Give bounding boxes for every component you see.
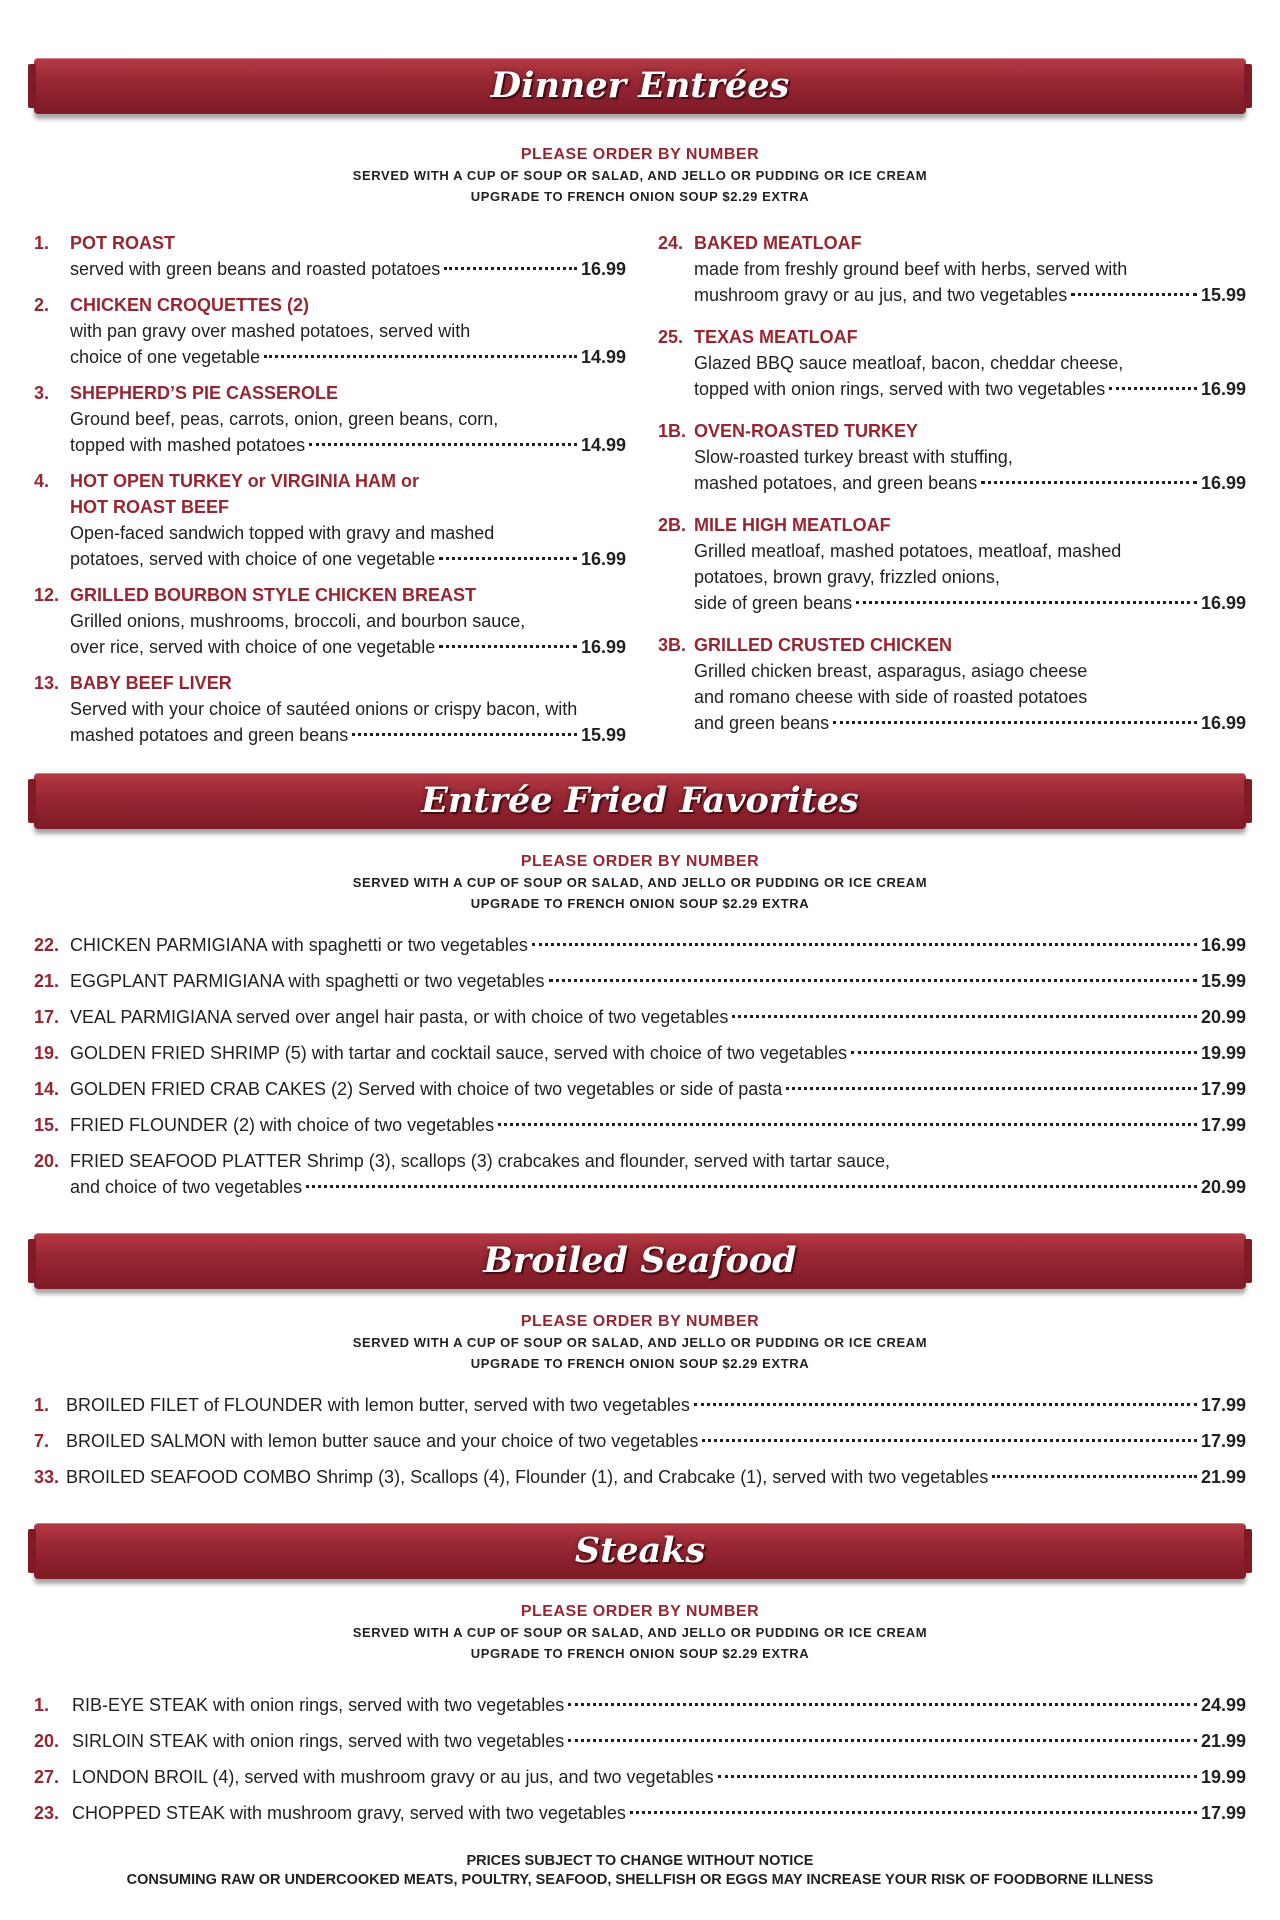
item-number: 7. — [34, 1431, 50, 1451]
item-description: ) Served with choice of two vegetables or side of pasta — [347, 1079, 783, 1099]
item-description: Served with your choice of sautéed onions or crispy bacon, with — [70, 699, 578, 719]
item-description: potatoes, served with choice of one vegetable — [70, 549, 436, 569]
item-name: GOLDEN FRIED CRAB CAKES (2 — [70, 1079, 348, 1099]
item-number: 23. — [34, 1803, 60, 1823]
item-price-row — [70, 256, 626, 282]
upgrade-note: UPGRADE TO FRENCH ONION SOUP $2.29 EXTRA — [470, 896, 810, 911]
item-price: 17.99 — [1200, 1395, 1246, 1415]
section-title-dinner: Dinner Entrées — [490, 65, 790, 106]
item-description: with mushroom gravy, served with two vegetables — [225, 1803, 626, 1823]
dot-leader — [833, 721, 1197, 724]
item-price: 16.99 — [580, 637, 626, 657]
item-name: BABY BEEF LIVER — [70, 673, 232, 693]
item-description: served with green beans and roasted potatoes — [70, 259, 441, 279]
item-name: LONDON BROIL (4) — [72, 1767, 235, 1787]
dot-leader — [352, 733, 577, 736]
item-price: 16.99 — [1200, 379, 1246, 399]
dot-leader — [568, 1703, 1197, 1706]
item-price-row — [694, 282, 1246, 308]
served-with-note: SERVED WITH A CUP OF SOUP OR SALAD, AND JELLO OR PUDDING OR ICE CREAM — [352, 875, 928, 890]
item-price-row — [72, 1800, 1246, 1826]
item-price: 15.99 — [580, 725, 626, 745]
item-body — [694, 230, 1246, 308]
item-text — [70, 1112, 494, 1138]
item-name: CHICKEN PARMIGIANA — [70, 935, 267, 955]
order-by-number-note: PLEASE ORDER BY NUMBER — [520, 1313, 760, 1330]
item-name: BAKED MEATLOAF — [694, 233, 862, 253]
item-price-row — [70, 1076, 1246, 1102]
item-price: 16.99 — [1200, 713, 1246, 733]
item-price-row — [70, 968, 1246, 994]
dot-leader — [630, 1811, 1197, 1814]
dot-leader — [856, 601, 1197, 604]
item-name: OVEN-ROASTED TURKEY — [694, 421, 919, 441]
item-text — [66, 1392, 690, 1418]
dot-leader — [306, 1185, 1197, 1188]
dot-leader — [444, 267, 577, 270]
item-number: 12. — [34, 585, 60, 605]
item-price: 16.99 — [580, 259, 626, 279]
item-number: 1. — [34, 233, 50, 253]
item-description: with choice of two vegetables — [255, 1115, 495, 1135]
item-description: with tartar and cocktail sauce, served with choice of two vegetables — [306, 1043, 847, 1063]
item-description: with onion rings, served with two vegetables — [208, 1695, 565, 1715]
item-body — [70, 1148, 1246, 1200]
item-name: MILE HIGH MEATLOAF — [694, 515, 891, 535]
item-description: Shrimp (3), scallops (3) crabcakes and flounder, served with tartar sauce, — [301, 1151, 890, 1171]
section-title-steaks: Steaks — [574, 1530, 706, 1571]
item-name: BROILED FILET of FLOUNDER — [66, 1395, 323, 1415]
item-name: TEXAS MEATLOAF — [694, 327, 858, 347]
section-header-broiled — [0, 1312, 1280, 1374]
item-price: 19.99 — [1200, 1767, 1246, 1787]
item-description: with pan gravy over mashed potatoes, served with — [70, 321, 471, 341]
item-text — [72, 1800, 626, 1826]
item-number: 2. — [34, 295, 50, 315]
item-name: FRIED SEAFOOD PLATTER — [70, 1151, 302, 1171]
item-number: 1B. — [658, 421, 687, 441]
item-description: choice of one vegetable — [70, 347, 261, 367]
item-price: 14.99 — [580, 435, 626, 455]
item-body — [70, 670, 626, 748]
item-price-row — [694, 590, 1246, 616]
item-description: mashed potatoes, and green beans — [694, 473, 978, 493]
dot-leader — [851, 1051, 1197, 1054]
item-description: with spaghetti or two vegetables — [266, 935, 528, 955]
item-number: 15. — [34, 1115, 60, 1135]
dot-leader — [568, 1739, 1197, 1742]
item-description: served over angel hair pasta, or with choice of two vegetables — [231, 1007, 729, 1027]
dot-leader — [439, 645, 577, 648]
item-name: VEAL PARMIGIANA — [70, 1007, 232, 1027]
item-price: 17.99 — [1200, 1803, 1246, 1823]
item-name: FRIED FLOUNDER (2) — [70, 1115, 256, 1135]
item-number: 20. — [34, 1151, 60, 1171]
item-text — [72, 1764, 714, 1790]
item-description: topped with mashed potatoes — [70, 435, 306, 455]
item-description: with lemon butter, served with two vegetables — [322, 1395, 690, 1415]
item-price-row — [70, 1112, 1246, 1138]
dot-leader — [694, 1403, 1197, 1406]
item-price: 20.99 — [1200, 1007, 1246, 1027]
dot-leader — [498, 1123, 1197, 1126]
dot-leader — [981, 481, 1197, 484]
item-name: GRILLED BOURBON STYLE CHICKEN BREAST — [70, 585, 477, 605]
item-price: 15.99 — [1200, 285, 1246, 305]
item-price-row — [70, 1040, 1246, 1066]
item-number: 21. — [34, 971, 60, 991]
item-price: 17.99 — [1200, 1431, 1246, 1451]
item-price: 14.99 — [580, 347, 626, 367]
item-number: 3. — [34, 383, 50, 403]
dot-leader — [992, 1475, 1197, 1478]
item-number: 3B. — [658, 635, 687, 655]
item-price-row — [70, 1004, 1246, 1030]
footer-notice — [0, 1852, 1280, 1890]
dot-leader — [702, 1439, 1197, 1442]
item-description: Grilled meatloaf, mashed potatoes, meatloaf, mashed — [694, 541, 1122, 561]
item-number: 33. — [34, 1467, 60, 1487]
dot-leader — [549, 979, 1197, 982]
item-body — [694, 324, 1246, 402]
item-text — [70, 1040, 847, 1066]
item-price: 17.99 — [1200, 1115, 1246, 1135]
item-body — [70, 380, 626, 458]
item-name: CHOPPED STEAK — [72, 1803, 226, 1823]
item-name: HOT OPEN TURKEY or VIRGINIA HAM or — [70, 471, 420, 491]
order-by-number-note: PLEASE ORDER BY NUMBER — [520, 146, 760, 163]
item-price-row — [70, 634, 626, 660]
item-price: 19.99 — [1200, 1043, 1246, 1063]
item-text — [70, 932, 528, 958]
item-price: 17.99 — [1200, 1079, 1246, 1099]
served-with-note: SERVED WITH A CUP OF SOUP OR SALAD, AND JELLO OR PUDDING OR ICE CREAM — [352, 1625, 928, 1640]
section-banner-steaks — [34, 1523, 1246, 1579]
item-description: Glazed BBQ sauce meatloaf, bacon, cheddar cheese, — [694, 353, 1124, 373]
item-price: 20.99 — [1200, 1177, 1246, 1197]
dot-leader — [439, 557, 577, 560]
item-price: 21.99 — [1200, 1467, 1246, 1487]
item-number: 20. — [34, 1731, 60, 1751]
item-text — [66, 1464, 988, 1490]
item-description: side of green beans — [694, 593, 853, 613]
item-description: , served with mushroom gravy or au jus, and two vegetables — [234, 1767, 714, 1787]
item-text — [72, 1728, 564, 1754]
item-description: mashed potatoes and green beans — [70, 725, 349, 745]
item-description: mushroom gravy or au jus, and two vegetables — [694, 285, 1068, 305]
section-title-broiled: Broiled Seafood — [483, 1240, 797, 1281]
item-price-row — [694, 470, 1246, 496]
item-description: made from freshly ground beef with herbs, served with — [694, 259, 1128, 279]
item-number: 13. — [34, 673, 60, 693]
item-description: Slow-roasted turkey breast with stuffing, — [694, 447, 1013, 467]
section-header-steaks — [0, 1602, 1280, 1664]
item-body — [694, 418, 1246, 496]
item-number: 19. — [34, 1043, 60, 1063]
item-price: 16.99 — [1200, 593, 1246, 613]
item-number: 22. — [34, 935, 60, 955]
item-number: 1. — [34, 1695, 50, 1715]
item-price-row — [66, 1464, 1246, 1490]
item-body — [70, 582, 626, 660]
item-description: potatoes, brown gravy, frizzled onions, — [694, 567, 1000, 587]
item-number: 1. — [34, 1395, 50, 1415]
item-description: Open-faced sandwich topped with gravy and mashed — [70, 523, 495, 543]
served-with-note: SERVED WITH A CUP OF SOUP OR SALAD, AND JELLO OR PUDDING OR ICE CREAM — [352, 1335, 928, 1350]
item-number: 24. — [658, 233, 684, 253]
section-title-fried: Entrée Fried Favorites — [421, 780, 859, 821]
item-name: RIB-EYE STEAK — [72, 1695, 209, 1715]
item-name: SHEPHERD’S PIE CASSEROLE — [70, 383, 339, 403]
item-description: Shrimp (3), Scallops (4), Flounder (1), and Crabcake (1), served with two vegetables — [311, 1467, 989, 1487]
item-body — [70, 468, 626, 572]
item-price-row — [70, 1174, 1246, 1200]
item-price-row — [70, 932, 1246, 958]
item-description: Grilled chicken breast, asparagus, asiago cheese — [694, 661, 1088, 681]
dot-leader — [532, 943, 1197, 946]
dot-leader — [732, 1015, 1197, 1018]
item-body — [70, 230, 626, 282]
item-body — [694, 632, 1246, 736]
item-name: EGGPLANT PARMIGIANA — [70, 971, 284, 991]
item-price-row — [66, 1392, 1246, 1418]
item-description: with lemon butter sauce and your choice of two vegetables — [226, 1431, 699, 1451]
upgrade-note: UPGRADE TO FRENCH ONION SOUP $2.29 EXTRA — [470, 1356, 810, 1371]
item-number: 2B. — [658, 515, 687, 535]
dot-leader — [1071, 293, 1197, 296]
upgrade-note: UPGRADE TO FRENCH ONION SOUP $2.29 EXTRA — [470, 1646, 810, 1661]
item-number: 25. — [658, 327, 684, 347]
item-text — [70, 1076, 782, 1102]
foodborne-illness-warning: CONSUMING RAW OR UNDERCOOKED MEATS, POULTRY, SEAFOOD, SHELLFISH OR EGGS MAY INCREASE YOUR RISK OF FOODBORNE ILLNESS — [126, 1872, 1154, 1888]
item-price-row — [70, 344, 626, 370]
dot-leader — [1109, 387, 1197, 390]
item-description: with spaghetti or two vegetables — [283, 971, 545, 991]
item-name: BROILED SEAFOOD COMBO — [66, 1467, 312, 1487]
dot-leader — [786, 1087, 1197, 1090]
item-price-row — [694, 376, 1246, 402]
order-by-number-note: PLEASE ORDER BY NUMBER — [520, 853, 760, 870]
item-price: 21.99 — [1200, 1731, 1246, 1751]
item-price-row — [70, 546, 626, 572]
served-with-note: SERVED WITH A CUP OF SOUP OR SALAD, AND JELLO OR PUDDING OR ICE CREAM — [352, 168, 928, 183]
item-description: and romano cheese with side of roasted potatoes — [694, 687, 1088, 707]
item-price-row — [694, 710, 1246, 736]
item-description: with onion rings, served with two vegetables — [208, 1731, 565, 1751]
section-header-dinner — [0, 145, 1280, 207]
item-price-row — [72, 1764, 1246, 1790]
item-description: and choice of two vegetables — [70, 1177, 303, 1197]
item-description: and green beans — [694, 713, 830, 733]
item-name: BROILED SALMON — [66, 1431, 227, 1451]
item-price: 24.99 — [1200, 1695, 1246, 1715]
item-text — [70, 1148, 1246, 1174]
dot-leader — [309, 443, 577, 446]
item-body — [70, 292, 626, 370]
item-text — [72, 1692, 564, 1718]
item-price-row — [66, 1428, 1246, 1454]
price-change-notice: PRICES SUBJECT TO CHANGE WITHOUT NOTICE — [466, 1853, 814, 1869]
item-name: GRILLED CRUSTED CHICKEN — [694, 635, 953, 655]
item-price-row — [72, 1692, 1246, 1718]
item-price: 15.99 — [1200, 971, 1246, 991]
upgrade-note: UPGRADE TO FRENCH ONION SOUP $2.29 EXTRA — [470, 189, 810, 204]
item-text — [70, 1004, 728, 1030]
section-banner-broiled — [34, 1233, 1246, 1289]
item-description: over rice, served with choice of one vegetable — [70, 637, 436, 657]
item-number: 14. — [34, 1079, 60, 1099]
section-banner-fried — [34, 773, 1246, 829]
item-price-row — [70, 722, 626, 748]
section-header-fried — [0, 852, 1280, 914]
item-name-continued: HOT ROAST BEEF — [70, 497, 230, 517]
item-description: Grilled onions, mushrooms, broccoli, and bourbon sauce, — [70, 611, 526, 631]
order-by-number-note: PLEASE ORDER BY NUMBER — [520, 1603, 760, 1620]
item-description: Ground beef, peas, carrots, onion, green beans, corn, — [70, 409, 499, 429]
item-name: CHICKEN CROQUETTES (2) — [70, 295, 310, 315]
item-name: POT ROAST — [70, 233, 176, 253]
item-price-row — [72, 1728, 1246, 1754]
item-price: 16.99 — [1200, 473, 1246, 493]
item-number: 4. — [34, 471, 50, 491]
item-text — [70, 968, 545, 994]
item-name: SIRLOIN STEAK — [72, 1731, 209, 1751]
item-text — [66, 1428, 698, 1454]
item-number: 17. — [34, 1007, 60, 1027]
item-description: topped with onion rings, served with two vegetables — [694, 379, 1106, 399]
item-body — [694, 512, 1246, 616]
dot-leader — [718, 1775, 1197, 1778]
item-price-row — [70, 432, 626, 458]
item-name: GOLDEN FRIED SHRIMP (5) — [70, 1043, 307, 1063]
section-banner-dinner — [34, 58, 1246, 114]
dot-leader — [264, 355, 577, 358]
item-number: 27. — [34, 1767, 60, 1787]
item-price: 16.99 — [1200, 935, 1246, 955]
item-price: 16.99 — [580, 549, 626, 569]
